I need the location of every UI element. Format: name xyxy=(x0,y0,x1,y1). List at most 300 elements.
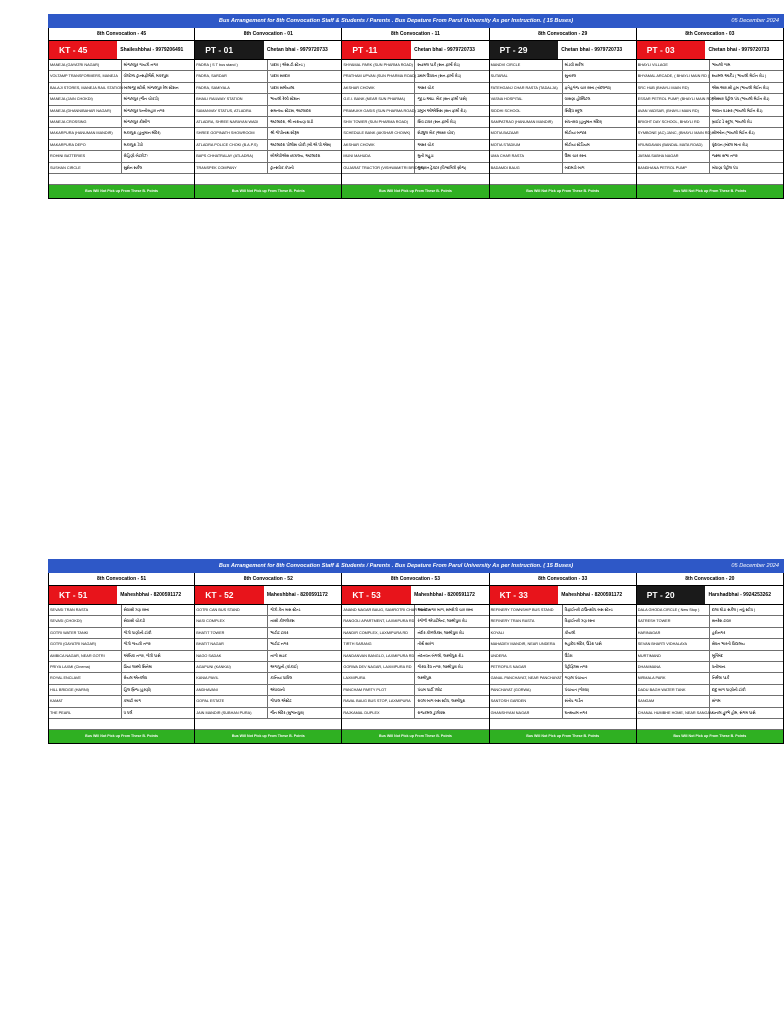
stop-row xyxy=(195,140,341,151)
blank-row xyxy=(49,174,194,185)
stop-name-english: MOTIA BAZAAR xyxy=(490,128,563,138)
pickup-note: Bus Will Not Pick up From These B. Points xyxy=(195,185,341,199)
stop-row xyxy=(490,71,636,82)
stop-row xyxy=(490,106,636,117)
stop-name-english: FATEHGANJ CHAR RASTA (TADALJA) xyxy=(490,83,563,93)
bus-column xyxy=(195,28,342,199)
stop-name-gujarati: ચનાલ હુમ્ભે હોમ, સંગમ પાસે xyxy=(711,710,756,715)
stop-name-gujarati: વોલ્ટેમ્પ ટ્રાન્સફોર્મર્સ, મકરપુરા xyxy=(123,74,169,79)
convocation-label: 8th Convocation - 20 xyxy=(637,573,783,586)
stop-name-gujarati: અગાપુની (કાંકાઈ) xyxy=(270,664,299,669)
stop-name-english: GOTRI WATER TANKI xyxy=(49,628,122,638)
stop-name-english: SANGAM xyxy=(637,696,710,706)
pickup-note: Bus Will Not Pick up From These B. Points xyxy=(637,185,783,199)
stop-name-english: GORWA DEV NAGAR, LAXMIPURA RD xyxy=(342,662,415,672)
stop-row xyxy=(637,685,783,696)
stop-name-english: AKSHAR CHOWK xyxy=(342,140,415,150)
bus-column xyxy=(490,28,637,199)
stop-name-gujarati: રિફાઈનરી ત્રણ રસ્તા xyxy=(564,619,595,624)
stop-name-english: SHYAMAL PARK (SUN PHARMA ROAD) xyxy=(342,60,415,70)
stop-name-english: SUTARAL xyxy=(490,71,563,81)
stop-name-gujarati: નાગો સડક xyxy=(270,653,287,658)
stop-name-gujarati: ગણલ પંચાયત xyxy=(564,676,587,681)
stop-name-gujarati: સિદ્ધિ સ્કૂલ xyxy=(564,108,583,113)
bus-header xyxy=(342,586,488,605)
stop-name-english: GOTRI CAN BUS STAND xyxy=(195,605,268,615)
stop-row xyxy=(490,94,636,105)
stop-name-gujarati: મકરપુરા ડેપો xyxy=(123,142,143,147)
stop-name-gujarati: રાજકમલ ડુપ્લેક્સ xyxy=(417,710,446,715)
stop-name-gujarati: મહાદેવ મંદિર, ઉંડેરા પાસે xyxy=(564,642,602,647)
stop-name-gujarati: જૈન મંદિર (સુભાનપુરા) xyxy=(270,710,305,715)
blank-row xyxy=(195,719,341,730)
stop-name-english: MAKARPURA (HANUMAN MANDIR) xyxy=(49,128,122,138)
stop-row xyxy=(195,685,341,696)
stop-row xyxy=(637,94,783,105)
stop-name-english: HILL BRIDGE (HARNI) xyxy=(49,685,122,695)
stop-name-gujarati: કોયલી xyxy=(564,630,576,635)
stop-name-gujarati: જસ્મા સભા નગર xyxy=(711,154,738,159)
stop-row xyxy=(49,151,194,162)
stop-name-gujarati: સુશેન સર્કલ xyxy=(123,165,143,170)
stop-name-english: PADRA, SARDAR xyxy=(195,71,268,81)
stop-row xyxy=(637,696,783,707)
stop-row xyxy=(49,685,194,696)
stop-name-english: BAPS CHHATRALAY (ATLADRA) xyxy=(195,151,268,161)
stop-row xyxy=(637,117,783,128)
stop-name-english: MURTIMAND xyxy=(637,651,710,661)
stop-name-english: AGAPUNI (KANKAI) xyxy=(195,662,268,672)
stop-name-english: PETROFILS NAGAR xyxy=(490,662,563,672)
stop-name-english: UMA CHAR RASTA xyxy=(490,151,563,161)
stop-name-english: PRAMUKH OASIS (SUN PHARMA ROAD) xyxy=(342,106,415,116)
stop-row xyxy=(490,605,636,616)
stop-name-gujarati: નિર્મલા પાર્ક xyxy=(711,676,730,681)
stop-row xyxy=(195,83,341,94)
stop-name-gujarati: બીએપીએસ છાત્રાલય, અટલાદરા xyxy=(270,154,321,159)
stop-name-english: ROYAL ENCLAVE xyxy=(49,673,122,683)
stop-row xyxy=(342,696,488,707)
table-title-bar xyxy=(48,14,784,28)
stop-row xyxy=(490,117,636,128)
stop-name-english: RAVAL BAUG BUS STOP, LAXMIPURA xyxy=(342,696,415,706)
stop-name-english: PRIYA LAXMI (Cinema) xyxy=(49,662,122,672)
stop-row xyxy=(49,696,194,707)
stop-name-gujarati: ભાટીટ ટાવર xyxy=(270,630,289,635)
stop-name-english: HARINAGAR xyxy=(637,628,710,638)
stop-name-english: VRUNDAVAN (BANDAL MATA ROAD) xyxy=(637,140,710,150)
stop-name-gujarati: ગોપાલ એસ્ટેટ xyxy=(270,699,292,704)
stop-row xyxy=(49,605,194,616)
stop-row xyxy=(49,117,194,128)
stop-name-english: SEVASI (CHOKDI) xyxy=(49,616,122,626)
bus-header xyxy=(49,41,194,60)
table-date: 05 December 2024 xyxy=(731,17,779,24)
stop-name-english: NANDIR COMPLEX, LAXMIPURA RD xyxy=(342,628,415,638)
stop-name-english: RANGOLI APARTMENT, LAXMIPURA RD xyxy=(342,616,415,626)
stop-row xyxy=(637,128,783,139)
stop-row xyxy=(195,71,341,82)
bus-number: PT -11 xyxy=(342,41,411,59)
contact-phone: Maheshbhai - 8200591172 xyxy=(561,592,623,598)
stop-name-english: BHATIT TOWER xyxy=(195,628,268,638)
stop-name-gujarati: રાવલ બાગ બસ સ્ટોપ, લક્ષ્મીપુરા xyxy=(417,699,466,704)
stop-name-gujarati: સેવાસી ત્રણ રસ્તા xyxy=(123,608,150,612)
stop-row xyxy=(637,651,783,662)
bus-number: KT - 51 xyxy=(49,586,117,604)
stop-row xyxy=(195,151,341,162)
contact-phone: Maheshbhai - 8200591172 xyxy=(414,592,475,598)
stop-row xyxy=(49,128,194,139)
stop-row xyxy=(195,163,341,174)
convocation-label: 8th Convocation - 45 xyxy=(49,28,194,41)
stop-name-english: ANAND NAGAR BAUG, SAMROTRI CHAR RASTA xyxy=(342,605,415,615)
stop-name-gujarati: ભાયલી રેલ્વે સ્ટેશન xyxy=(270,97,300,102)
stop-name-gujarati: મોટીયા બજાર xyxy=(564,131,587,136)
stop-row xyxy=(637,662,783,673)
blank-row xyxy=(490,719,636,730)
bus-number: KT - 52 xyxy=(195,586,264,604)
contact-phone: Harshadbhai - 9924253262 xyxy=(708,592,771,598)
stop-name-english: GOPAL ESTATE xyxy=(195,696,268,706)
stop-row xyxy=(637,163,783,174)
stop-name-gujarati: ભાયલી ગામ xyxy=(711,63,731,67)
stop-name-english: JAIN MANDIR (SUBHAN PURA) xyxy=(195,708,268,718)
stop-name-gujarati: કમાટી બાગ xyxy=(123,699,141,704)
stop-name-english: AKSHAR CHOWK xyxy=(342,83,415,93)
stop-row xyxy=(49,106,194,117)
stop-name-gujarati: બાલાજી સ્ટોર્સ, માંજલપુર રેલ સ્ટેશન xyxy=(123,85,179,90)
stop-name-gujarati: એસ્સાર પેટ્રોલ પંપ (ભાયલી મેઈન રોડ) xyxy=(711,97,770,102)
stop-name-gujarati: માંડવી સર્કલ xyxy=(564,63,584,67)
stop-name-gujarati: માંજલપુર (જૈન ચોકડી) xyxy=(123,97,159,102)
stop-row xyxy=(490,651,636,662)
stop-name-english: BRIGHT DAY SCHOOL, BHAYLI RD xyxy=(637,117,710,127)
stop-row xyxy=(637,628,783,639)
stop-name-english: DADU BAGH WATER TANK xyxy=(637,685,710,695)
stop-name-english: GANAL PANCHAYAT, NEAR PANCHAYAT xyxy=(490,673,563,683)
table-title-bar xyxy=(48,559,784,573)
stop-row xyxy=(490,696,636,707)
stop-name-english: MUNI MAHUDA xyxy=(342,151,415,161)
pickup-note: Bus Will Not Pick up From These B. Points xyxy=(195,730,341,744)
stop-name-english: MAHADEV MANDIR, NEAR UNDERA xyxy=(490,639,563,649)
bus-number: PT - 01 xyxy=(195,41,264,59)
stop-row xyxy=(490,673,636,684)
bus-header xyxy=(49,586,194,605)
stop-row xyxy=(195,639,341,650)
stop-name-gujarati: આવન વડસર (ભાયલી મેઈન રોડ) xyxy=(711,108,763,113)
stop-row xyxy=(637,708,783,719)
stop-row xyxy=(637,639,783,650)
stop-name-gujarati: રોહિણી બેટરીઝ xyxy=(123,154,148,159)
stop-row xyxy=(637,673,783,684)
bus-column xyxy=(195,573,342,744)
stop-name-gujarati: શ્યામલ આર્કેડ ( ભાયલી મેઈન રોડ ) xyxy=(711,74,767,79)
stop-name-english: ANDHAVANI xyxy=(195,685,268,695)
stop-name-gujarati: માંજલપુર ધન્નીબહાર નગર xyxy=(123,108,165,113)
stop-row xyxy=(49,628,194,639)
bus-number: PT - 29 xyxy=(490,41,559,59)
stop-row xyxy=(342,128,488,139)
stop-name-gujarati: ગોત્રી ગાયત્રી નગર xyxy=(123,642,151,647)
stop-name-gujarati: મૂર્તિમંદ xyxy=(711,653,723,658)
stop-row xyxy=(342,140,488,151)
contact-phone: Chetan bhai - 9979720733 xyxy=(708,47,770,53)
stop-name-english: DHANIMANA xyxy=(637,662,710,672)
bus-number: PT - 03 xyxy=(637,41,706,59)
stop-name-english: PADRA ( S T bus stand ) xyxy=(195,60,268,70)
stop-name-gujarati: નંદનવન બંગલો, લક્ષ્મીપુરા રોડ xyxy=(417,653,464,658)
stop-row xyxy=(637,71,783,82)
stop-row xyxy=(342,628,488,639)
bus-columns xyxy=(48,28,784,199)
stop-name-gujarati: સતરેશ ટાવર xyxy=(711,619,731,624)
stop-row xyxy=(195,651,341,662)
stop-name-gujarati: નંદીર કોમ્પ્લેક્સ, લક્ષ્મીપુરા રોડ xyxy=(417,630,464,635)
stop-name-gujarati: રંગોળી એપાર્ટમેન્ટ, લક્ષ્મીપુરા રોડ xyxy=(417,619,467,624)
stop-row xyxy=(49,60,194,71)
stop-row xyxy=(195,708,341,719)
stop-row xyxy=(637,83,783,94)
stop-row xyxy=(49,662,194,673)
stop-name-gujarati: ટ્રાન્સપેક કંપની xyxy=(270,165,294,170)
stop-name-english: AVAN VADSAR, (BHAYLI MAIN RD) xyxy=(637,106,710,116)
stop-row xyxy=(49,708,194,719)
stop-name-gujarati: વાસણા હોસ્પિટલ xyxy=(564,97,591,102)
stop-name-gujarati: માંજલપુર ક્રોસીંગ xyxy=(123,119,150,124)
stop-name-english: KOYALI xyxy=(490,628,563,638)
stop-name-gujarati: આનંદ નગર બાગ, સમરોત્રી ચાર રસ્તા xyxy=(417,608,474,612)
stop-row xyxy=(195,94,341,105)
stop-name-gujarati: નાસી કોમ્પ્લેક્સ xyxy=(270,619,295,624)
pickup-note: Bus Will Not Pick up From These B. Points xyxy=(49,730,194,744)
pickup-note: Bus Will Not Pick up From These B. Points xyxy=(490,185,636,199)
stop-name-gujarati: અંધાવાની xyxy=(270,687,285,692)
stop-row xyxy=(342,685,488,696)
stop-name-gujarati: શિવ ટાવર (સન ફાર્મા રોડ) xyxy=(417,119,456,124)
stop-row xyxy=(195,106,341,117)
stop-row xyxy=(195,117,341,128)
bus-header xyxy=(195,41,341,60)
stop-name-gujarati: પાદરા સરદાર xyxy=(270,74,290,79)
stop-row xyxy=(195,60,341,71)
stop-name-english: REFINERY TOWNSHIP BUS STAND xyxy=(490,605,563,615)
stop-name-english: LAXMIPURA xyxy=(342,673,415,683)
stop-name-gujarati: ભાટીટ નગર xyxy=(270,642,289,647)
bus-columns xyxy=(48,573,784,744)
contact-phone: Chetan bhai - 9979720733 xyxy=(561,47,623,53)
stop-row xyxy=(342,83,488,94)
stop-row xyxy=(637,60,783,71)
stop-name-english: KAMAT xyxy=(49,696,122,706)
stop-name-gujarati: કાનિયા પાવિલ xyxy=(270,676,293,681)
stop-name-gujarati: સેવાસી ચોકડી xyxy=(123,619,146,624)
stop-name-gujarati: દાદુ બાગ પાણીની ટાંકી xyxy=(711,687,746,692)
stop-name-gujarati: પંચાયત (ગોરવા) xyxy=(564,687,590,692)
bus-number: KT - 45 xyxy=(49,41,117,59)
stop-name-gujarati: ગોત્રી પાણીની ટાંકી xyxy=(123,630,152,635)
stop-row xyxy=(342,163,488,174)
stop-row xyxy=(490,628,636,639)
blank-row xyxy=(637,174,783,185)
stop-name-english: SUSHAN CIRCLE xyxy=(49,163,122,173)
stop-name-english: NAGO SADAK xyxy=(195,651,268,661)
stop-name-gujarati: શ્યામલ પાર્ક (સન ફાર્મા રોડ) xyxy=(417,63,460,67)
pickup-note: Bus Will Not Pick up From These B. Points xyxy=(49,185,194,199)
stop-name-english: SAMANVAY STATUS, ATLADRA xyxy=(195,106,268,116)
stop-name-gujarati: સેવન ભારતી વિદ્યાલય xyxy=(711,642,745,647)
stop-row xyxy=(195,673,341,684)
convocation-label: 8th Convocation - 51 xyxy=(49,573,194,586)
table-date: 05 December 2024 xyxy=(731,562,779,569)
stop-row xyxy=(637,140,783,151)
table-title: Bus Arrangement for 8th Convocation Staff & Students / Parents . Bus Depature From Parul University As per Instruction. ( 15 Buses) xyxy=(218,17,574,24)
stop-name-gujarati: સંગમ xyxy=(711,699,721,704)
convocation-label: 8th Convocation - 03 xyxy=(637,28,783,41)
bus-header xyxy=(195,586,341,605)
stop-name-gujarati: ઉમા ચાર રસ્તા xyxy=(564,154,587,159)
stop-row xyxy=(342,94,488,105)
stop-name-gujarati: પેટ્રોફિલ્સ નગર xyxy=(564,664,588,669)
bus-number: KT - 33 xyxy=(490,586,559,604)
stop-name-gujarati: શેડ્યુલ બેંક (અક્ષર ચોક) xyxy=(417,131,455,136)
stop-row xyxy=(342,117,488,128)
contact-phone: Chetan bhai - 9979720733 xyxy=(266,47,328,53)
bus-column xyxy=(490,573,637,744)
stop-name-gujarati: પ્રથમ ઉપવન (સન ફાર્મા રોડ) xyxy=(417,74,461,79)
stop-name-gujarati: મુની મહુડા xyxy=(417,154,434,159)
stop-name-english: BHAILI RAILWAY STATION xyxy=(195,94,268,104)
bus-table-1 xyxy=(48,14,784,199)
stop-name-gujarati: રિફાઈનરી ટાઉનશીપ બસ સ્ટેન્ડ xyxy=(564,608,613,612)
stop-row xyxy=(342,673,488,684)
contact-phone: Maheshbhai - 8200591172 xyxy=(266,592,328,598)
stop-name-gujarati: સંપતરાવ (હનુમાન મંદિર) xyxy=(564,119,603,124)
convocation-label: 8th Convocation - 01 xyxy=(195,28,341,41)
convocation-label: 8th Convocation - 33 xyxy=(490,573,636,586)
stop-name-english: MOTIA STADIUM xyxy=(490,140,563,150)
stop-row xyxy=(490,60,636,71)
stop-row xyxy=(490,128,636,139)
stop-row xyxy=(342,651,488,662)
stop-name-english: AMBICA NAGAR, NEAR GOTRI xyxy=(49,651,122,661)
blank-row xyxy=(49,719,194,730)
bus-number: KT - 53 xyxy=(342,586,411,604)
stop-name-gujarati: એસ.આર.સી હબ (ભાયલી મેઈન રોડ) xyxy=(711,85,769,90)
stop-name-english: SHREE GOPINATH SHOWROOM xyxy=(195,128,268,138)
stop-name-gujarati: ફતેહગંજ ચાર રસ્તા (તાંદલજા) xyxy=(564,85,611,90)
stop-row xyxy=(49,639,194,650)
stop-name-gujarati: ગુજરાત ટ્રેક્ટર (વિશ્વામિત્રી બ્રીજ) xyxy=(417,165,467,170)
stop-row xyxy=(49,83,194,94)
stop-name-gujarati: ધ પર્લ xyxy=(123,710,133,715)
stop-row xyxy=(637,616,783,627)
stop-name-english: ATLADRA POLICE CHOKI (B.A.P.S) xyxy=(195,140,268,150)
stop-name-english: SRC HUB (BHAYLI MAIN RD) xyxy=(637,83,710,93)
stop-name-english: SATRESH TOWER xyxy=(637,616,710,626)
stop-name-gujarati: અટલાદરા પોલીસ ચોકી (બી.એ.પી.એસ) xyxy=(270,142,332,147)
stop-name-gujarati: પ્રમુખ ઓએસિસ (સન ફાર્મા રોડ) xyxy=(417,108,467,113)
stop-name-english: PANCHAYAT (GORWA) xyxy=(490,685,563,695)
stop-name-gujarati: અક્ષર ચોક xyxy=(417,85,434,90)
stop-row xyxy=(342,151,488,162)
stop-name-english: TRANSPEK COMPANY xyxy=(195,163,268,173)
stop-row xyxy=(342,616,488,627)
stop-row xyxy=(342,605,488,616)
stop-name-gujarati: સુતારલ xyxy=(564,74,577,79)
stop-name-english: SYMBONE (AC) JANC, (BHAYLI MAIN RD) xyxy=(637,128,710,138)
stop-name-english: CHANAL HUMBHE HOME, NEAR SANGAM xyxy=(637,708,710,718)
stop-name-gujarati: ગોત્રી કેન બસ સ્ટેન્ડ xyxy=(270,608,301,612)
blank-row xyxy=(195,174,341,185)
stop-row xyxy=(342,662,488,673)
contact-phone: Maheshbhai - 8200591172 xyxy=(120,592,182,598)
stop-name-english: REFINERY TRAN RASTA xyxy=(490,616,563,626)
stop-name-english: GHANSHYAM NAGAR xyxy=(490,708,563,718)
stop-row xyxy=(49,163,194,174)
stop-name-gujarati: દાલા ઘોડા સર્કલ ( નવું સ્ટોપ ) xyxy=(711,608,756,612)
stop-name-english: BALAJI STORES, MANEJA RAIL STATION xyxy=(49,83,122,93)
bus-header xyxy=(490,41,636,60)
stop-name-english: KANIA PAVIL xyxy=(195,673,268,683)
stop-name-gujarati: ધનીમાના xyxy=(711,664,726,669)
stop-name-english: VOLTAMP TRANSFORMERS, MANEJA xyxy=(49,71,122,81)
pickup-note: Bus Will Not Pick up From These B. Points xyxy=(342,185,488,199)
stop-name-english: UNDERA xyxy=(490,651,563,661)
stop-row xyxy=(49,651,194,662)
stop-name-english: SAMPATRAO (HANUMAN MANDIR) xyxy=(490,117,563,127)
stop-name-gujarati: રોયલ એન્ક્લેવ xyxy=(123,676,148,681)
stop-name-english: DALA GHODA CIRCLE ( New Stop ) xyxy=(637,605,710,615)
stop-name-gujarati: સંતોષ ગાર્ડન xyxy=(564,699,583,704)
stop-name-english: PANCHAM PARTY PLOT xyxy=(342,685,415,695)
stop-row xyxy=(195,696,341,707)
pickup-note: Bus Will Not Pick up From These B. Points xyxy=(490,730,636,744)
stop-name-english: MANDVI CIRCLE xyxy=(490,60,563,70)
stop-name-english: BHYAMAL ARCADE, ( BHAYLI MAIN RD ) xyxy=(637,71,710,81)
stop-name-english: PADRA, SAMIYALA xyxy=(195,83,268,93)
bus-header xyxy=(342,41,488,60)
table-title: Bus Arrangement for 8th Convocation Staff & Students / Parents . Bus Depature From Parul University As per Instruction. ( 15 Buses) xyxy=(218,562,574,569)
stop-row xyxy=(342,60,488,71)
stop-row xyxy=(490,83,636,94)
stop-row xyxy=(342,708,488,719)
stop-row xyxy=(49,140,194,151)
bus-column xyxy=(637,573,784,744)
stop-name-gujarati: જી.ઇ.આઇ. બેંક (સન ફાર્મા પાસે) xyxy=(417,97,467,102)
stop-row xyxy=(195,605,341,616)
bus-table-2 xyxy=(48,559,784,744)
stop-name-gujarati: પાદરા ( એસ.ટી.સ્ટેન્ડ ) xyxy=(270,63,305,67)
stop-name-english: GOTRI (GAYATRI NAGAR) xyxy=(49,639,122,649)
convocation-label: 8th Convocation - 53 xyxy=(342,573,488,586)
stop-name-english: ATLADRA, SHREE NARAYAN WADI xyxy=(195,117,268,127)
stop-row xyxy=(490,708,636,719)
contact-phone: Shaileshbhai - 9979206491 xyxy=(120,47,184,53)
stop-name-english: MANEJA (DHANNIBAHAR NAGAR) xyxy=(49,106,122,116)
stop-name-english: SIDDHI SCHOOL xyxy=(490,106,563,116)
bus-column xyxy=(637,28,784,199)
stop-name-english: MAKARPURA DEPO xyxy=(49,140,122,150)
stop-name-gujarati: સીમ્બોન (ભાયલી મેઈન રોડ) xyxy=(711,131,755,136)
stop-name-gujarati: બંધાણા પેટ્રોલ પંપ xyxy=(711,165,738,170)
bus-column xyxy=(48,28,195,199)
stop-row xyxy=(195,128,341,139)
bus-column xyxy=(342,28,489,199)
convocation-label: 8th Convocation - 11 xyxy=(342,28,488,41)
stop-row xyxy=(490,662,636,673)
